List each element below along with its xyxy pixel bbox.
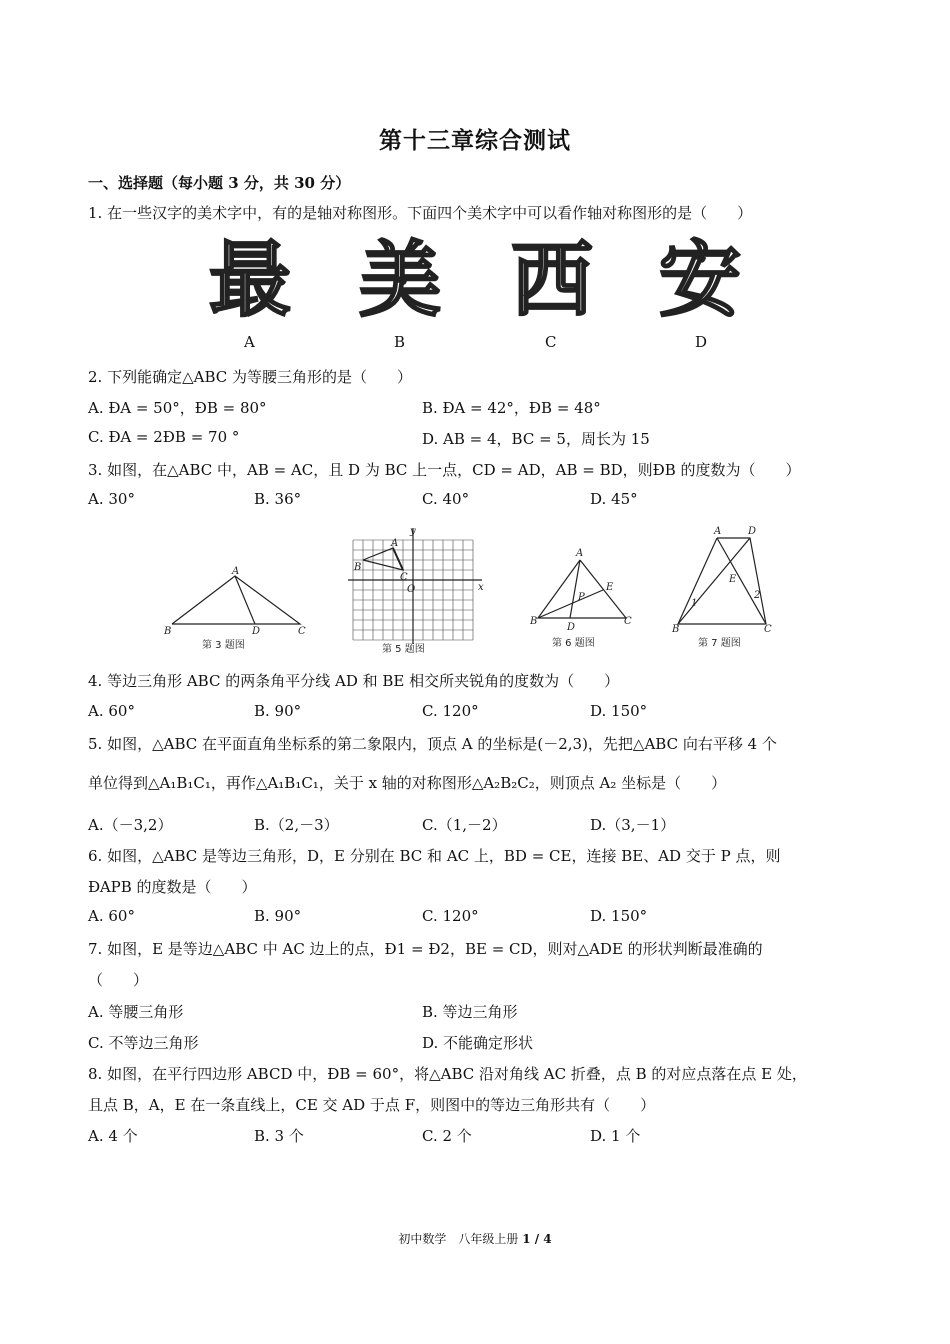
fig5-label-a: A (391, 538, 399, 549)
q5-option-b: B.（2,－3） (254, 816, 339, 834)
q7-option-a: A. 等腰三角形 (88, 1003, 184, 1021)
q4-option-d: D. 150° (590, 702, 648, 720)
q1-art-characters (200, 232, 760, 322)
fig6-label-e: E (606, 582, 614, 593)
q2-option-a: A. ÐA = 50°，ÐB = 80° (88, 399, 267, 417)
caption-fig-5: 第 5 题图 (382, 644, 425, 655)
footer-text: 初中数学 八年级上册 (398, 1232, 519, 1246)
geometry-figures (160, 520, 800, 660)
fig6-label-a: A (576, 548, 584, 559)
page-title: 第十三章综合测试 (379, 127, 571, 154)
question-3-stem: 3. 如图，在△ABC 中，AB = AC，且 D 为 BC 上一点，CD = AD，AB = BD，则ÐB 的度数为（ ） (88, 461, 801, 479)
fig3-label-a: A (232, 566, 240, 577)
caption-fig-7: 第 7 题图 (698, 638, 741, 649)
choice-label-d: D (695, 333, 708, 351)
q3-option-a: A. 30° (88, 490, 135, 508)
question-5-stem-2: 单位得到△A₁B₁C₁，再作△A₁B₁C₁，关于 x 轴的对称图形△A₂B₂C₂，则顶点 A₂ 坐标是（ ） (88, 774, 727, 792)
q7-option-b: B. 等边三角形 (422, 1003, 518, 1021)
q2-option-d: D. AB = 4，BC = 5，周长为 15 (422, 430, 650, 448)
caption-fig-3: 第 3 题图 (202, 640, 245, 651)
question-7-stem-2: （ ） (88, 971, 149, 989)
q8-option-d: D. 1 个 (590, 1127, 641, 1145)
q4-option-c: C. 120° (422, 702, 479, 720)
fig7-label-e: E (729, 574, 737, 585)
q2-option-b: B. ÐA = 42°，ÐB = 48° (422, 399, 601, 417)
fig7-angle-1: 1 (691, 598, 698, 609)
fig5-label-b: B (354, 562, 362, 573)
q7-option-d: D. 不能确定形状 (422, 1034, 534, 1052)
q6-option-d: D. 150° (590, 907, 648, 925)
question-8-stem-2: 且点 B，A，E 在一条直线上，CE 交 AD 于点 F，则图中的等边三角形共有（ ） (88, 1096, 656, 1114)
fig7-label-d: D (748, 526, 757, 537)
q6-option-c: C. 120° (422, 907, 479, 925)
page-number: 1 / 4 (522, 1232, 552, 1246)
q4-option-b: B. 90° (254, 702, 302, 720)
art-char-c: 西 (510, 233, 594, 322)
question-8-stem-1: 8. 如图，在平行四边形 ABCD 中，ÐB = 60°，将△ABC 沿对角线 AC 折叠，点 B 的对应点落在点 E 处， (88, 1065, 807, 1083)
q8-option-b: B. 3 个 (254, 1127, 304, 1145)
q5-option-d: D.（3,－1） (590, 816, 676, 834)
question-6-stem-1: 6. 如图，△ABC 是等边三角形，D，E 分别在 BC 和 AC 上，BD = CE，连接 BE、AD 交于 P 点，则 (88, 847, 781, 865)
fig6-label-p: P (578, 592, 585, 603)
fig7-label-a: A (714, 526, 722, 537)
fig7-angle-2: 2 (754, 590, 761, 601)
section-heading: 一、选择题（每小题 3 分，共 30 分） (88, 174, 351, 192)
fig6-label-d: D (567, 622, 576, 633)
fig3-label-b: B (164, 626, 172, 637)
choice-label-c: C (545, 333, 557, 351)
fig5-label-x: x (478, 582, 484, 593)
question-1-stem: 1. 在一些汉字的美术字中，有的是轴对称图形。下面四个美术字中可以看作轴对称图形的是（ ） (88, 204, 753, 222)
choice-label-a: A (244, 333, 255, 351)
q3-option-c: C. 40° (422, 490, 470, 508)
fig3-label-d: D (252, 626, 261, 637)
art-char-b: 美 (358, 233, 442, 322)
fig7-label-b: B (672, 624, 680, 635)
page-footer (0, 1230, 950, 1247)
fig3-label-c: C (298, 626, 306, 637)
question-4-stem: 4. 等边三角形 ABC 的两条角平分线 AD 和 BE 相交所夹锐角的度数为（ ） (88, 672, 620, 690)
q6-option-a: A. 60° (88, 907, 135, 925)
fig7-label-c: C (764, 624, 772, 635)
q3-option-d: D. 45° (590, 490, 638, 508)
figure-7 (678, 538, 766, 624)
question-2-stem: 2. 下列能确定△ABC 为等腰三角形的是（ ） (88, 368, 412, 386)
fig6-label-c: C (624, 616, 632, 627)
caption-fig-6: 第 6 题图 (552, 638, 595, 649)
q8-option-c: C. 2 个 (422, 1127, 472, 1145)
q4-option-a: A. 60° (88, 702, 135, 720)
question-5-stem-1: 5. 如图，△ABC 在平面直角坐标系的第二象限内，顶点 A 的坐标是(－2,3)，先把△ABC 向右平移 4 个 (88, 735, 777, 753)
art-char-a: 最 (208, 233, 292, 322)
art-char-d: 安 (658, 233, 742, 322)
choice-label-b: B (394, 333, 406, 351)
q2-option-c: C. ÐA = 2ÐB = 70 ° (88, 428, 240, 446)
q3-option-b: B. 36° (254, 490, 302, 508)
question-7-stem-1: 7. 如图，E 是等边△ABC 中 AC 边上的点，Ð1 = Ð2，BE = CD，则对△ADE 的形状判断最准确的 (88, 940, 763, 958)
fig6-label-b: B (530, 616, 538, 627)
figure-3 (172, 576, 300, 624)
q5-option-a: A.（－3,2） (88, 816, 173, 834)
q6-option-b: B. 90° (254, 907, 302, 925)
question-6-stem-2: ÐAPB 的度数是（ ） (88, 878, 257, 896)
q7-option-c: C. 不等边三角形 (88, 1034, 199, 1052)
q5-option-c: C.（1,－2） (422, 816, 507, 834)
q8-option-a: A. 4 个 (88, 1127, 138, 1145)
fig5-label-y: y (410, 526, 416, 537)
fig5-label-c: C (400, 572, 408, 583)
fig5-label-o: O (407, 584, 416, 595)
